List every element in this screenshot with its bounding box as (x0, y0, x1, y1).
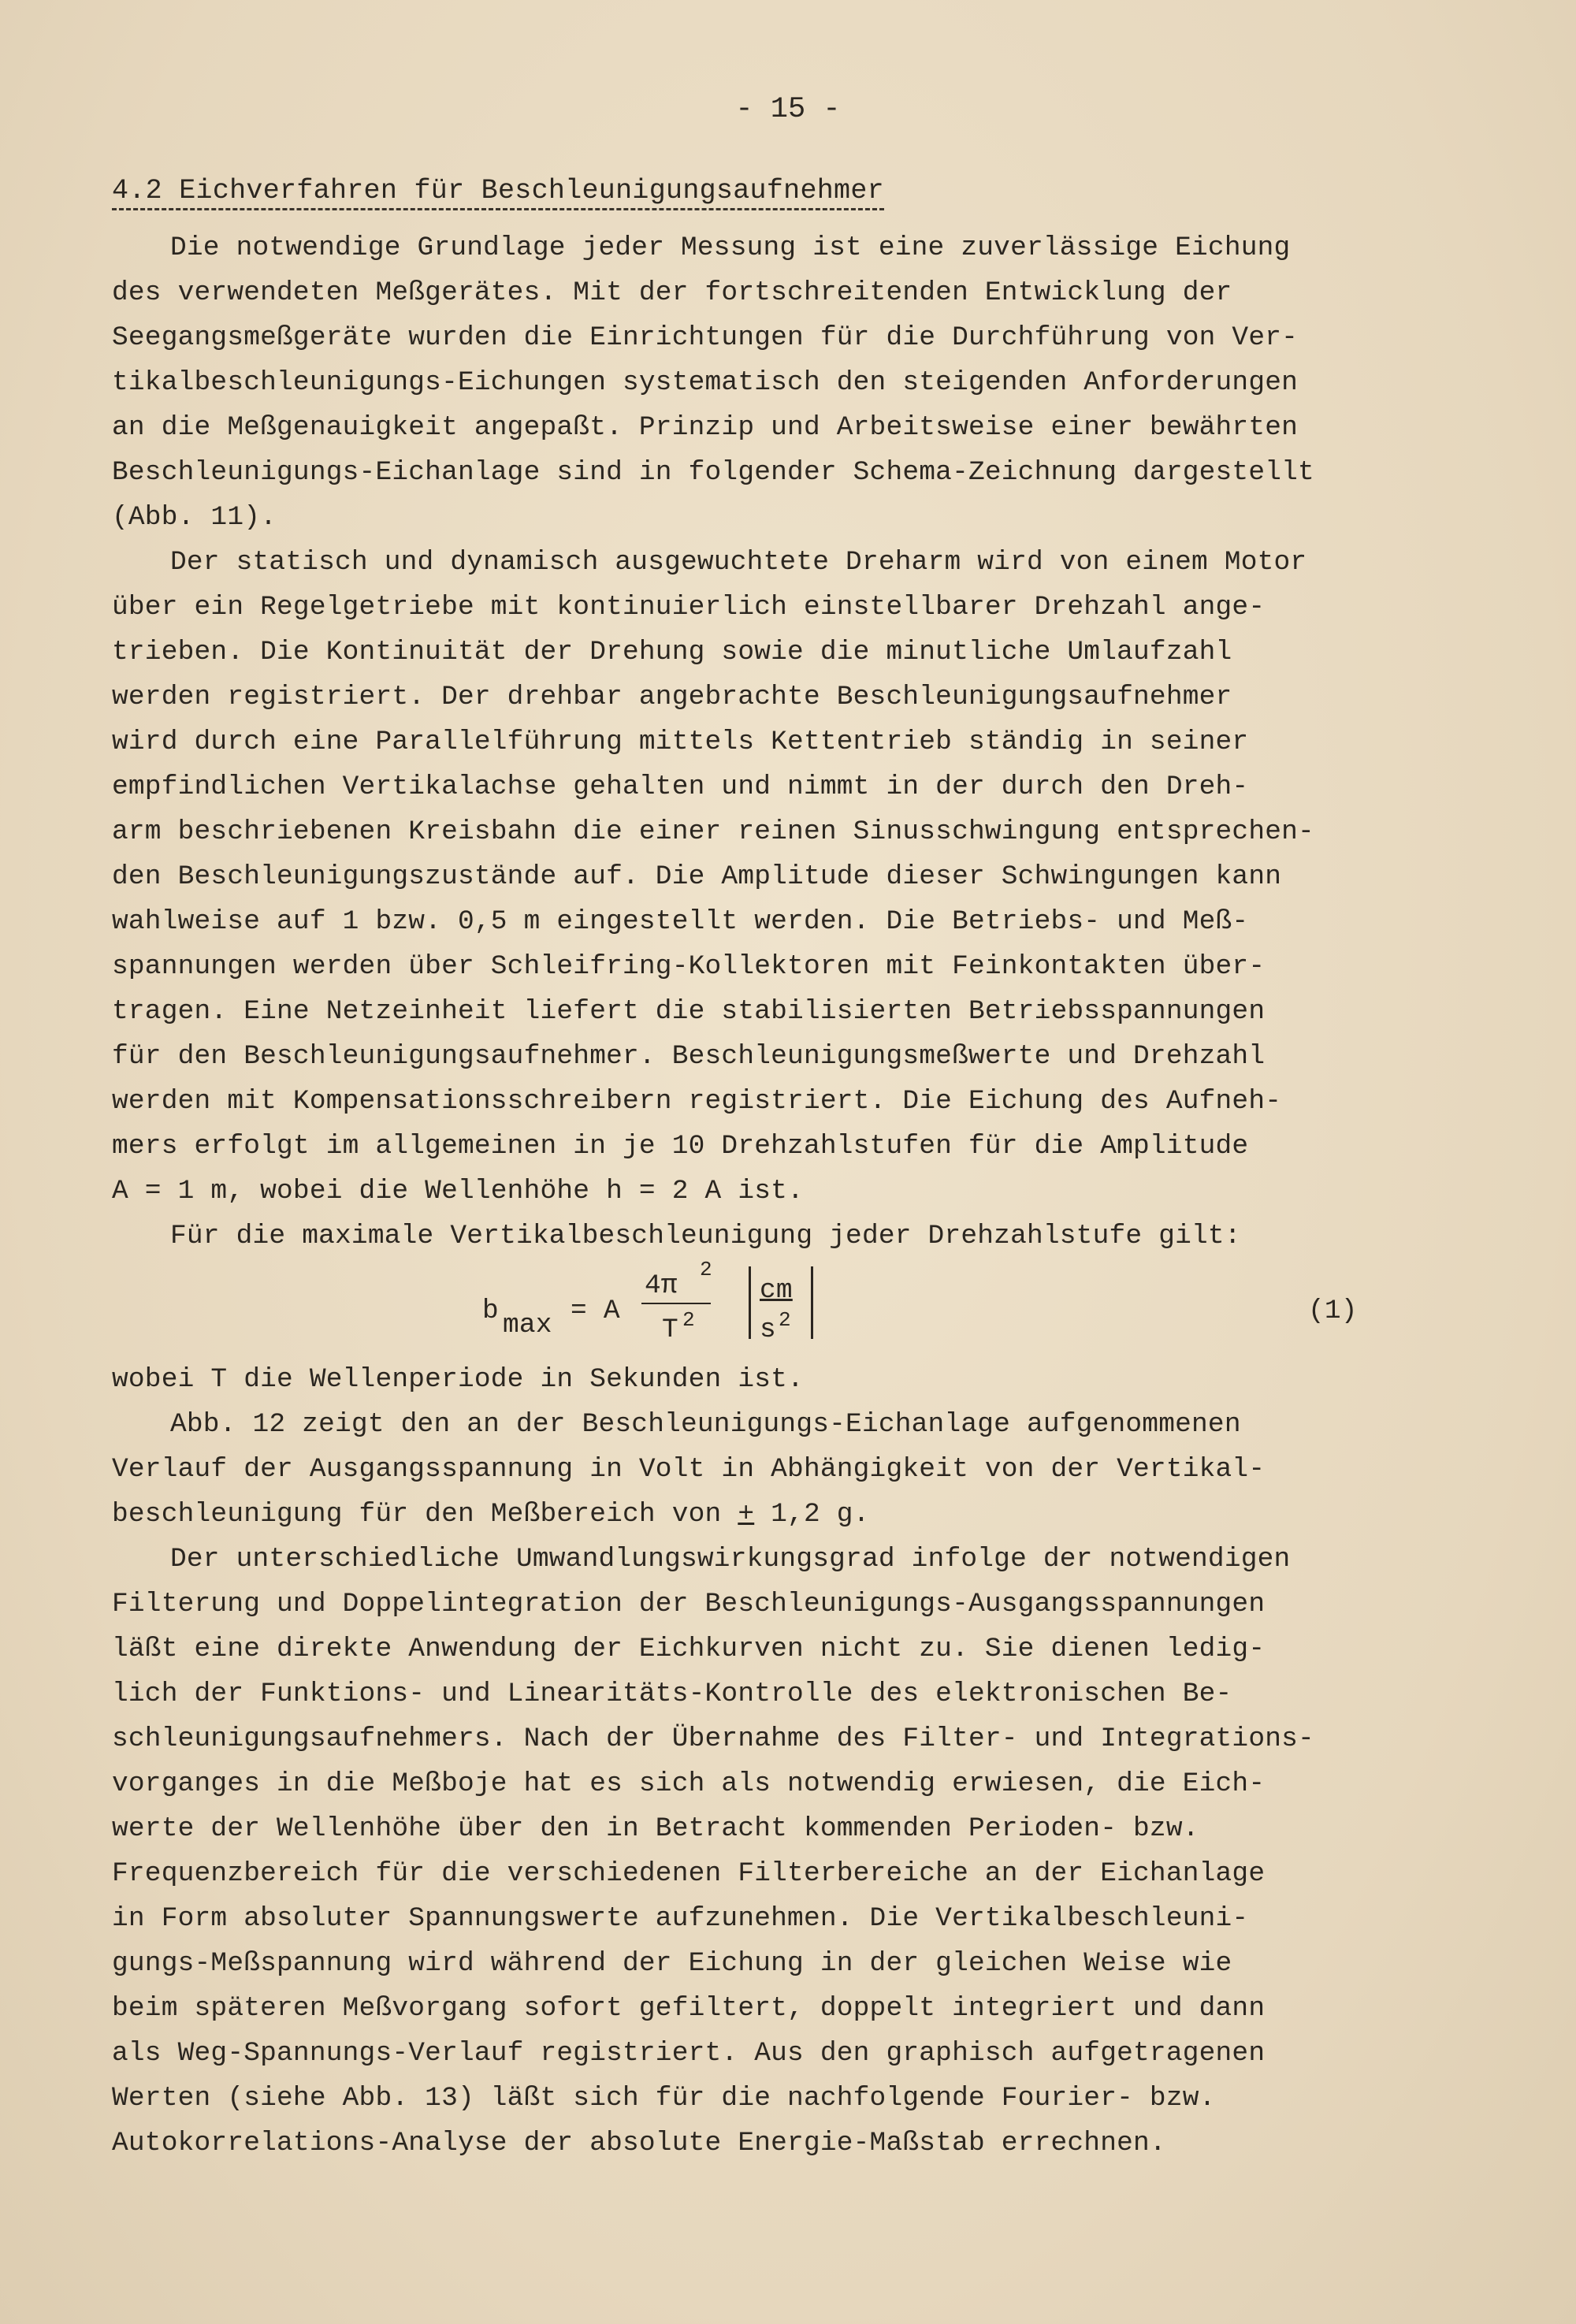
text-line: den Beschleunigungszustände auf. Die Amplitude dieser Schwingungen kann (112, 861, 1282, 892)
formula-numerator: 4π (645, 1270, 678, 1301)
text-line: Filterung und Doppelintegration der Beschleunigungs-Ausgangsspannungen (112, 1589, 1266, 1619)
text-line: tikalbeschleunigungs-Eichungen systematisch den steigenden Anforderungen (112, 367, 1299, 398)
text-line: beim späteren Meßvorgang sofort gefiltert, doppelt integriert und dann (112, 1993, 1266, 2024)
page-number: - 15 - (735, 93, 841, 126)
text-line: werte der Wellenhöhe über den in Betracht kommenden Perioden- bzw. (112, 1813, 1199, 1844)
text-line: Autokorrelations-Analyse der absolute Energie-Maßstab errechnen. (112, 2128, 1166, 2159)
text-line: A = 1 m, wobei die Wellenhöhe h = 2 A ist. (112, 1176, 804, 1207)
text-line: Verlauf der Ausgangsspannung in Volt in Abhängigkeit von der Vertikal- (112, 1454, 1266, 1485)
formula-equals: = A (571, 1296, 620, 1326)
unit-denominator: s (760, 1314, 776, 1345)
formula-denominator: T (662, 1314, 678, 1345)
formula-lhs-subscript: max (503, 1310, 552, 1340)
text-line: über ein Regelgetriebe mit kontinuierlich einstellbarer Drehzahl ange- (112, 592, 1266, 623)
text-line: empfindlichen Vertikalachse gehalten und nimmt in der durch den Dreh- (112, 772, 1249, 802)
text-line: an die Meßgenauigkeit angepaßt. Prinzip und Arbeitsweise einer bewährten (112, 412, 1299, 443)
text-line: lich der Funktions- und Linearitäts-Kontrolle des elektronischen Be- (112, 1679, 1232, 1709)
text-line: Werten (siehe Abb. 13) läßt sich für die nachfolgende Fourier- bzw. (112, 2083, 1216, 2114)
text-line: vorganges in die Meßboje hat es sich als notwendig erwiesen, die Eich- (112, 1768, 1266, 1799)
text-line: Die notwendige Grundlage jeder Messung ist eine zuverlässige Eichung (170, 232, 1291, 263)
text-line: arm beschriebenen Kreisbahn die einer reinen Sinusschwingung entsprechen- (112, 816, 1314, 847)
text-line: für den Beschleunigungsaufnehmer. Beschleunigungsmeßwerte und Drehzahl (112, 1041, 1266, 1072)
text-line: spannungen werden über Schleifring-Kollektoren mit Feinkontakten über- (112, 951, 1266, 982)
plus-minus-sign: + (738, 1499, 755, 1530)
formula-denominator-exponent: 2 (682, 1308, 695, 1332)
text-line: werden mit Kompensationsschreibern registriert. Die Eichung des Aufneh- (112, 1086, 1282, 1117)
text-line: wobei T die Wellenperiode in Sekunden ist. (112, 1364, 804, 1395)
unit-numerator: cm (760, 1275, 793, 1306)
text-line: tragen. Eine Netzeinheit liefert die stabilisierten Betriebsspannungen (112, 996, 1266, 1027)
formula-number: (1) (1308, 1296, 1358, 1326)
fraction-bar (641, 1303, 711, 1304)
section-heading: 4.2 Eichverfahren für Beschleunigungsaufnehmer (112, 175, 884, 210)
text-line: in Form absoluter Spannungswerte aufzunehmen. Die Vertikalbeschleuni- (112, 1903, 1249, 1934)
text-line: Der unterschiedliche Umwandlungswirkungsgrad infolge der notwendigen (170, 1544, 1291, 1575)
unit-denominator-exponent: 2 (779, 1308, 791, 1332)
text-line: schleunigungsaufnehmers. Nach der Übernahme des Filter- und Integrations- (112, 1723, 1314, 1754)
text-line: beschleunigung für den Meßbereich von + 1,2 g. (112, 1499, 870, 1530)
formula-numerator-exponent: 2 (700, 1258, 712, 1281)
text-line: Seegangsmeßgeräte wurden die Einrichtungen für die Durchführung von Ver- (112, 322, 1299, 353)
text-line: gungs-Meßspannung wird während der Eichung in der gleichen Weise wie (112, 1948, 1232, 1979)
text-line: mers erfolgt im allgemeinen in je 10 Drehzahlstufen für die Amplitude (112, 1131, 1249, 1162)
text-line: trieben. Die Kontinuität der Drehung sowie die minutliche Umlaufzahl (112, 637, 1232, 667)
text-line: Frequenzbereich für die verschiedenen Filterbereiche an der Eichanlage (112, 1858, 1266, 1889)
text-line: läßt eine direkte Anwendung der Eichkurven nicht zu. Sie dienen ledig- (112, 1634, 1266, 1664)
formula-lhs: b (482, 1296, 499, 1326)
text-line: als Weg-Spannungs-Verlauf registriert. Aus den graphisch aufgetragenen (112, 2038, 1266, 2069)
body-text (112, 225, 1483, 2166)
text-line: wird durch eine Parallelführung mittels Kettentrieb ständig in seiner (112, 727, 1249, 757)
text-line: Der statisch und dynamisch ausgewuchtete Dreharm wird von einem Motor (170, 547, 1307, 578)
text-line: (Abb. 11). (112, 502, 277, 533)
formula-1 (112, 1259, 1483, 1357)
text-line: werden registriert. Der drehbar angebrachte Beschleunigungsaufnehmer (112, 682, 1232, 712)
text-line: Abb. 12 zeigt den an der Beschleunigungs-Eichanlage aufgenommenen (170, 1409, 1241, 1440)
text-line: des verwendeten Meßgerätes. Mit der fortschreitenden Entwicklung der (112, 277, 1232, 308)
text-line: wahlweise auf 1 bzw. 0,5 m eingestellt werden. Die Betriebs- und Meß- (112, 906, 1249, 937)
text-line: Für die maximale Vertikalbeschleunigung jeder Drehzahlstufe gilt: (170, 1221, 1241, 1251)
text-line: Beschleunigungs-Eichanlage sind in folgender Schema-Zeichnung dargestellt (112, 457, 1314, 488)
